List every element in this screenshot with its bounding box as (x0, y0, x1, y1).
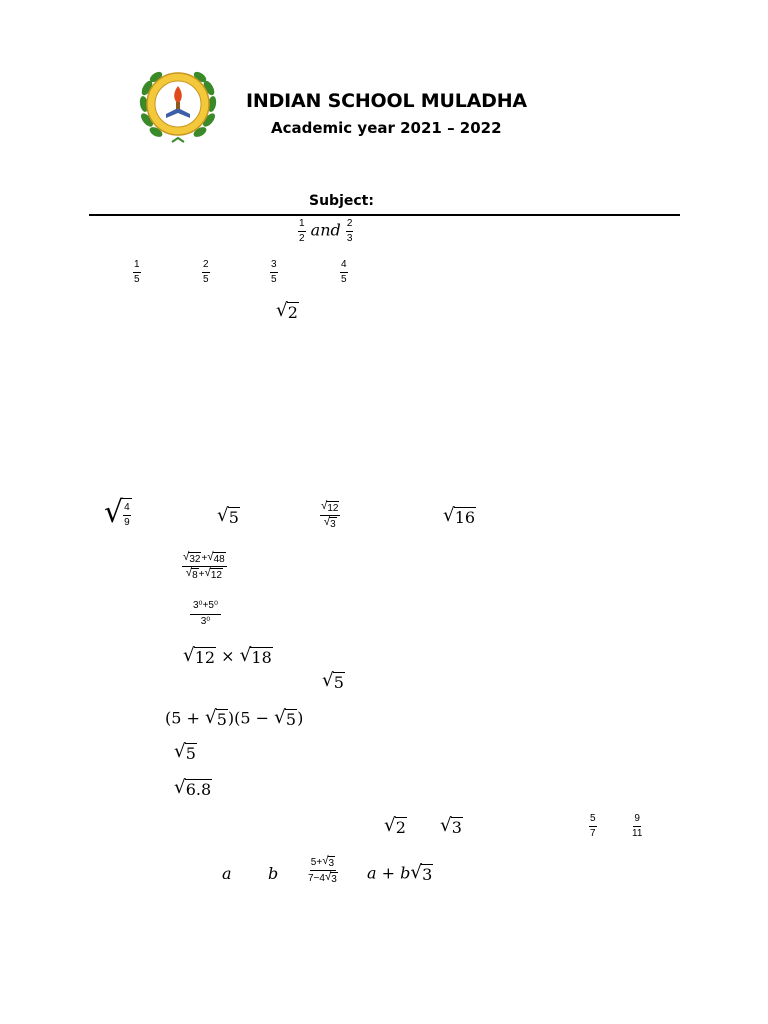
fraction-two-fifths: $\frac{2}{5}$ (203, 259, 209, 285)
sqrt-sixteen: √ 16 (443, 505, 476, 527)
and-word: and (310, 220, 341, 240)
sqrt-five-third: √ 5 (174, 741, 196, 763)
conjugate-product: (5 + √ 5 )(5 − √ 5 ) (165, 707, 304, 729)
header-divider (89, 214, 680, 216)
fraction-one-fifth: $\frac{1}{5}$ (134, 259, 140, 285)
fraction-four-fifths: $\frac{4}{5}$ (341, 259, 347, 285)
variable-b: b (268, 864, 279, 883)
sqrt-six-point-eight: √ 6.8 (174, 777, 212, 799)
form-a-plus-b-root3: a + b √ 3 (367, 862, 433, 884)
sqrt-four-ninths: √ $\frac{4}{9}$ (104, 495, 130, 530)
variable-a: a (222, 864, 232, 883)
sqrt-five: √ 5 (217, 505, 239, 527)
school-name: INDIAN SCHOOL MULADHA (246, 90, 527, 112)
product-sqrt12-sqrt18: √ 12 × √ 18 (183, 645, 272, 667)
sqrt-three: √ 3 (440, 815, 462, 837)
fraction-one-half: $\frac{1}{2}$ (299, 218, 305, 244)
fraction-nine-elevenths: $\frac{9}{11}$ (632, 813, 643, 839)
academic-year: Academic year 2021 – 2022 (271, 119, 502, 137)
school-emblem-icon (136, 66, 220, 144)
sum-of-roots-fraction: √ 32 + √ 48 √ 8 + √ 12 (183, 551, 225, 581)
rational-expression: 5+ √ 3 7−4 √ 3 (308, 855, 337, 885)
sqrt12-over-sqrt3: √ 12 √ 3 (321, 500, 339, 530)
sqrt-five-second: √ 5 (322, 670, 344, 692)
fraction-five-sevenths: $\frac{5}{7}$ (590, 813, 596, 839)
fraction-two-thirds: $\frac{2}{3}$ (346, 218, 353, 244)
subject-label: Subject: (309, 193, 374, 209)
sqrt-two-second: √ 2 (384, 815, 406, 837)
expr-half-and-two-thirds (298, 218, 353, 244)
power-fraction: $\frac{\text{3⁰+5⁰}}{\text{3⁰}}$ (190, 600, 221, 627)
fraction-three-fifths: $\frac{3}{5}$ (271, 259, 277, 285)
sqrt-two: √ 2 (276, 300, 298, 322)
